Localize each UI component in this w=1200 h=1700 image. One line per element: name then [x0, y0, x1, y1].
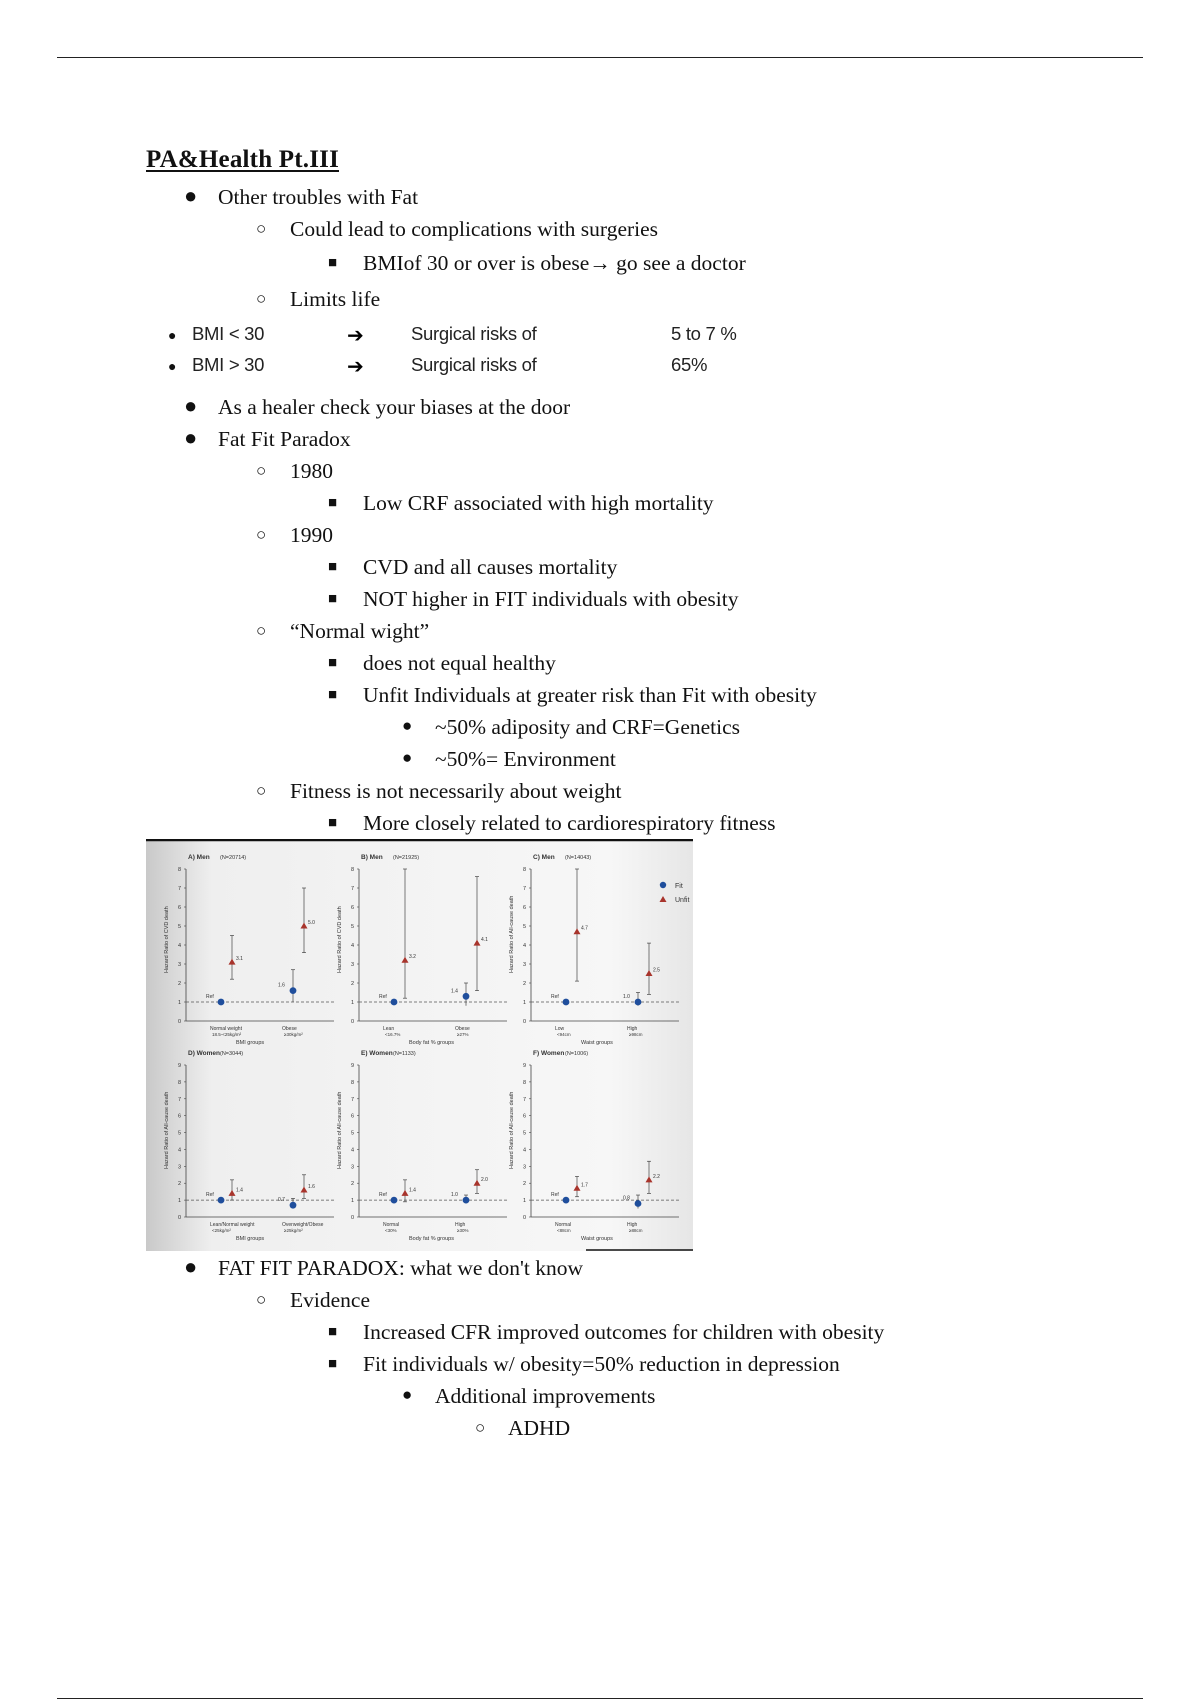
x-group-sublabel: ≥88cm — [629, 1228, 643, 1233]
panel-title: D) Women — [188, 1050, 221, 1057]
bullet-icon: ■ — [328, 591, 338, 607]
fit-value-label: 1.4 — [451, 988, 458, 995]
unfit-value-label: 4.7 — [581, 925, 588, 932]
x-group-label: Obese — [282, 1026, 297, 1032]
y-tick-label: 2 — [178, 981, 182, 987]
y-tick-label: 2 — [178, 1181, 182, 1188]
bullet-icon: ○ — [256, 461, 267, 480]
y-tick-label: 4 — [178, 943, 182, 949]
list-item: Limits life — [290, 287, 381, 311]
risk-bmi-cell: BMI > 30 — [192, 354, 265, 375]
y-tick-label: 0 — [523, 1215, 527, 1221]
x-axis-label: Waist groups — [581, 1236, 613, 1242]
x-axis-label: Body fat % groups — [409, 1040, 454, 1046]
y-tick-label: 2 — [351, 1181, 355, 1188]
y-tick-label: 8 — [178, 1079, 182, 1086]
fit-point — [391, 999, 398, 1006]
x-group-label: Obese — [455, 1026, 470, 1032]
y-tick-label: 5 — [351, 1130, 355, 1137]
list-item: “Normal wight” — [290, 619, 430, 643]
fit-point — [563, 999, 570, 1006]
y-tick-label: 2 — [351, 981, 355, 987]
list-item: BMIof 30 or over is obese→ go see a doctor — [363, 251, 746, 275]
list-item: Additional improvements — [435, 1384, 656, 1408]
y-tick-label: 6 — [178, 1113, 182, 1120]
bullet-icon: ■ — [328, 687, 338, 703]
y-tick-label: 7 — [523, 1096, 527, 1103]
unfit-value-label: 1.4 — [409, 1187, 416, 1194]
x-axis-label: BMI groups — [236, 1040, 265, 1046]
y-tick-label: 8 — [351, 1079, 355, 1086]
y-axis-label: Hazard Ratio of All-cause death — [164, 1091, 170, 1169]
fit-value-label: Ref — [551, 994, 559, 1000]
arrow-right-icon: ➔ — [347, 325, 364, 347]
y-tick-label: 3 — [178, 1164, 182, 1171]
x-group-label: High — [627, 1026, 638, 1032]
list-item: Fat Fit Paradox — [218, 427, 351, 451]
y-tick-label: 2 — [523, 1181, 527, 1188]
list-item: More closely related to cardiorespiratory fitness — [363, 811, 776, 835]
y-tick-label: 7 — [178, 886, 182, 892]
bullet-icon: ■ — [328, 655, 338, 671]
x-group-label: High — [627, 1222, 638, 1228]
y-tick-label: 4 — [523, 1147, 527, 1154]
bullet-icon: ■ — [328, 495, 338, 511]
y-tick-label: 7 — [351, 1096, 355, 1103]
risk-value-cell: 5 to 7 % — [671, 323, 737, 344]
bullet-icon: ○ — [256, 1290, 267, 1309]
y-tick-label: 3 — [351, 962, 355, 968]
x-group-sublabel: ≥30% — [457, 1228, 469, 1233]
list-item: ~50% adiposity and CRF=Genetics — [435, 715, 741, 739]
page-title: PA&Health Pt.III — [146, 146, 339, 173]
bullet-icon: ● — [168, 327, 177, 343]
fit-point — [463, 993, 470, 1000]
y-tick-label: 6 — [523, 1113, 527, 1120]
fit-point — [463, 1197, 470, 1204]
x-group-label: High — [455, 1222, 466, 1228]
y-tick-label: 6 — [523, 905, 527, 911]
fit-point — [290, 987, 297, 994]
fit-value-label: 0.8 — [623, 1195, 630, 1202]
risk-value-cell: 65% — [671, 354, 708, 375]
x-axis-label: BMI groups — [236, 1236, 265, 1242]
y-tick-label: 0 — [178, 1019, 182, 1025]
x-group-label: Lean/Normal weight — [210, 1222, 255, 1228]
unfit-value-label: 1.7 — [581, 1182, 588, 1189]
bullet-icon: ○ — [256, 219, 267, 238]
x-group-sublabel: ≥25kg/m² — [284, 1228, 303, 1233]
bullet-icon: ■ — [328, 255, 338, 271]
panel-title: C) Men — [533, 854, 555, 861]
y-tick-label: 1 — [351, 1198, 355, 1205]
y-axis-label: Hazard Ratio of CVD death — [164, 906, 170, 973]
fit-value-label: 0.7 — [278, 1197, 285, 1204]
bullet-icon: ● — [168, 358, 177, 374]
unfit-value-label: 1.6 — [308, 1183, 315, 1190]
list-item: CVD and all causes mortality — [363, 555, 618, 579]
y-tick-label: 8 — [351, 867, 355, 873]
fit-point — [218, 999, 225, 1006]
y-tick-label: 4 — [351, 1147, 355, 1154]
y-tick-label: 2 — [523, 981, 527, 987]
x-group-sublabel: <16.7% — [385, 1032, 401, 1037]
fit-point — [635, 1200, 642, 1207]
bullet-icon: ● — [184, 425, 198, 450]
x-group-sublabel: ≥27% — [457, 1032, 469, 1037]
fit-value-label: Ref — [206, 1192, 214, 1199]
y-tick-label: 4 — [351, 943, 355, 949]
y-tick-label: 8 — [178, 867, 182, 873]
fit-value-label: 1.6 — [278, 982, 285, 989]
y-tick-label: 1 — [523, 1000, 527, 1006]
bullet-icon: ■ — [328, 1324, 338, 1340]
y-tick-label: 0 — [351, 1215, 355, 1221]
y-tick-label: 3 — [523, 1164, 527, 1171]
list-item: Evidence — [290, 1288, 370, 1312]
y-tick-label: 6 — [351, 1113, 355, 1120]
y-tick-label: 5 — [351, 924, 355, 930]
list-item: NOT higher in FIT individuals with obesity — [363, 587, 739, 611]
y-tick-label: 5 — [178, 924, 182, 930]
list-item: Could lead to complications with surgeries — [290, 217, 659, 241]
unfit-value-label: 3.1 — [236, 956, 243, 963]
x-group-sublabel: ≥98cm — [629, 1032, 643, 1037]
x-axis-label: Body fat % groups — [409, 1236, 454, 1242]
arrow-right-icon: ➔ — [347, 356, 364, 378]
bullet-icon: ● — [402, 1385, 413, 1404]
panel-title: B) Men — [361, 854, 383, 861]
list-item: Fit individuals w/ obesity=50% reduction in depression — [363, 1352, 840, 1376]
bullet-icon: ○ — [475, 1418, 486, 1437]
panel-n: (N=1006) — [565, 1051, 589, 1057]
fit-point — [218, 1197, 225, 1204]
unfit-value-label: 1.4 — [236, 1187, 243, 1194]
y-tick-label: 8 — [523, 867, 527, 873]
fit-value-label: Ref — [206, 994, 214, 1000]
fit-value-label: 1.0 — [451, 1192, 458, 1199]
x-group-sublabel: ≥30kg/m² — [284, 1032, 303, 1037]
list-item: does not equal healthy — [363, 651, 556, 675]
fit-value-label: Ref — [379, 1192, 387, 1199]
y-tick-label: 8 — [523, 1079, 527, 1086]
list-item: As a healer check your biases at the door — [218, 395, 571, 419]
x-group-sublabel: <25kg/m² — [212, 1228, 231, 1233]
y-tick-label: 6 — [178, 905, 182, 911]
list-item: ADHD — [508, 1416, 571, 1440]
top-rule — [57, 57, 1143, 58]
x-group-sublabel: <88cm — [557, 1228, 571, 1233]
panel-n: (N=20714) — [220, 855, 247, 861]
y-tick-label: 1 — [178, 1000, 182, 1006]
bullet-icon: ■ — [328, 559, 338, 575]
y-tick-label: 1 — [178, 1198, 182, 1205]
y-tick-label: 0 — [351, 1019, 355, 1025]
fat-fit-figure — [146, 839, 693, 1251]
unfit-value-label: 4.1 — [481, 937, 488, 944]
bottom-rule — [57, 1698, 1143, 1699]
bullet-icon: ● — [184, 1254, 198, 1279]
list-item: Low CRF associated with high mortality — [363, 491, 714, 515]
risk-bmi-cell: BMI < 30 — [192, 323, 265, 344]
bullet-icon: ○ — [256, 525, 267, 544]
y-tick-label: 7 — [178, 1096, 182, 1103]
list-item: ~50%= Environment — [435, 747, 616, 771]
bullet-icon: ○ — [256, 621, 267, 640]
hazard-ratio-chart — [146, 839, 693, 1251]
y-tick-label: 0 — [178, 1215, 182, 1221]
x-group-label: Overweight/Obese — [282, 1222, 324, 1228]
fit-point — [391, 1197, 398, 1204]
y-tick-label: 0 — [523, 1019, 527, 1025]
y-axis-label: Hazard Ratio of All-cause death — [337, 1091, 343, 1169]
panel-title: A) Men — [188, 854, 210, 861]
y-axis-label: Hazard Ratio of All-cause death — [509, 1091, 515, 1169]
legend-fit-marker — [660, 882, 666, 888]
unfit-value-label: 2.0 — [481, 1177, 488, 1184]
legend-fit-label: Fit — [675, 883, 683, 890]
y-tick-label: 1 — [351, 1000, 355, 1006]
panel-n: (N=21925) — [393, 855, 420, 861]
list-item: Other troubles with Fat — [218, 185, 419, 209]
x-group-sublabel: 18.5-<25kg/m² — [212, 1032, 242, 1037]
fit-point — [563, 1197, 570, 1204]
y-tick-label: 9 — [178, 1063, 182, 1069]
y-tick-label: 5 — [523, 924, 527, 930]
y-tick-label: 4 — [178, 1147, 182, 1154]
risk-label-cell: Surgical risks of — [411, 323, 537, 344]
y-tick-label: 5 — [523, 1130, 527, 1137]
bullet-icon: ○ — [256, 289, 267, 308]
y-tick-label: 4 — [523, 943, 527, 949]
list-item: 1980 — [290, 459, 333, 483]
fit-value-label: 1.0 — [623, 994, 630, 1000]
x-group-label: Low — [555, 1026, 565, 1032]
x-group-sublabel: <94cm — [557, 1032, 571, 1037]
list-item: Unfit Individuals at greater risk than Fit with obesity — [363, 683, 817, 707]
list-item: 1990 — [290, 523, 333, 547]
bullet-icon: ○ — [256, 781, 267, 800]
x-group-label: Normal — [383, 1222, 400, 1228]
y-axis-label: Hazard Ratio of All-cause death — [509, 895, 515, 973]
y-tick-label: 7 — [351, 886, 355, 892]
y-tick-label: 1 — [523, 1198, 527, 1205]
x-group-sublabel: <30% — [385, 1228, 397, 1233]
bullet-icon: ● — [184, 393, 198, 418]
x-group-label: Normal — [555, 1222, 572, 1228]
bullet-icon: ● — [402, 716, 413, 735]
y-tick-label: 6 — [351, 905, 355, 911]
unfit-value-label: 3.2 — [409, 954, 416, 961]
fit-point — [290, 1202, 297, 1209]
unfit-value-label: 2.5 — [653, 967, 660, 974]
y-tick-label: 3 — [351, 1164, 355, 1171]
bullet-icon: ● — [402, 748, 413, 767]
list-item: Increased CFR improved outcomes for children with obesity — [363, 1320, 885, 1344]
fit-point — [635, 999, 642, 1006]
panel-n: (N=1133) — [393, 1051, 416, 1057]
y-tick-label: 3 — [178, 962, 182, 968]
panel-n: (N=14043) — [565, 855, 592, 861]
bullet-icon: ● — [184, 183, 198, 208]
y-tick-label: 7 — [523, 886, 527, 892]
bullet-icon: ■ — [328, 1356, 338, 1372]
panel-title: F) Women — [533, 1050, 565, 1057]
y-tick-label: 5 — [178, 1130, 182, 1137]
bullet-icon: ■ — [328, 815, 338, 831]
x-group-label: Normal weight — [210, 1026, 242, 1032]
x-axis-label: Waist groups — [581, 1040, 613, 1046]
y-tick-label: 3 — [523, 962, 527, 968]
panel-n: (N=3044) — [220, 1051, 244, 1057]
list-item: FAT FIT PARADOX: what we don't know — [218, 1256, 584, 1280]
x-group-label: Lean — [383, 1026, 395, 1032]
fit-value-label: Ref — [379, 994, 387, 1000]
risk-label-cell: Surgical risks of — [411, 354, 537, 375]
panel-title: E) Women — [361, 1050, 393, 1057]
y-tick-label: 9 — [523, 1063, 527, 1069]
y-axis-label: Hazard Ratio of CVD death — [337, 906, 343, 973]
legend-unfit-label: Unfit — [675, 897, 690, 904]
fit-value-label: Ref — [551, 1192, 559, 1199]
list-item: Fitness is not necessarily about weight — [290, 779, 622, 803]
unfit-value-label: 2.2 — [653, 1173, 660, 1180]
unfit-value-label: 5.0 — [308, 920, 315, 926]
y-tick-label: 9 — [351, 1063, 355, 1069]
